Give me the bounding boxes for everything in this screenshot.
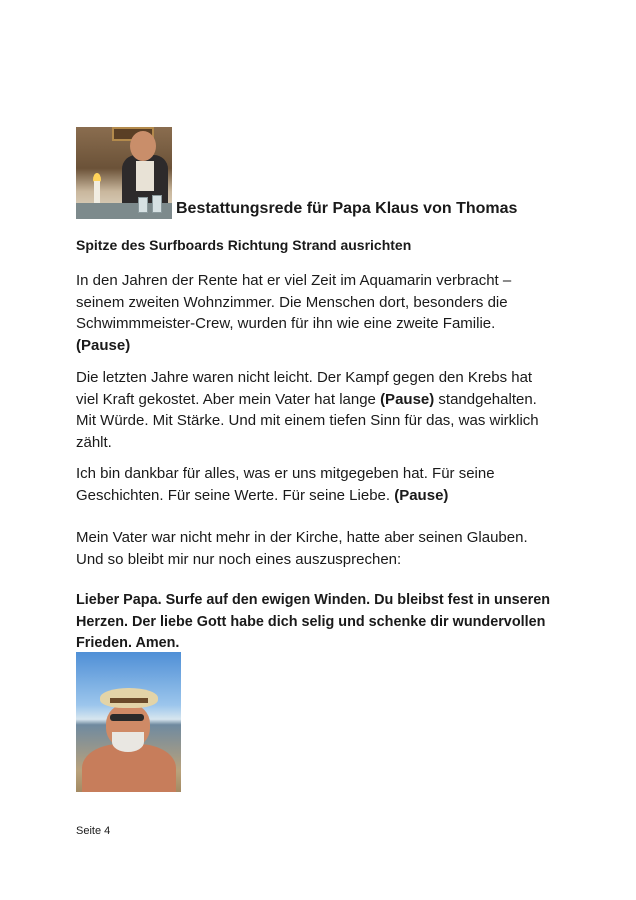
paragraph-1: In den Jahren der Rente hat er viel Zeit im Aquamarin verbracht – seinem zweiten Wohnzimmer. Die Menschen dort, besonders die Schwimmmeister-Crew, wurden für ihn wie eine zweite Familie. (Pause) — [76, 272, 512, 354]
title-row — [76, 127, 517, 219]
paragraph-4: Mein Vater war nicht mehr in der Kirche, hatte aber seinen Glauben. Und so bleibt mir nur noch eines auszusprechen: — [76, 529, 528, 568]
page-number: Seite 4 — [76, 825, 111, 837]
closing-paragraph: Lieber Papa. Surfe auf den ewigen Winden. Du bleibst fest in unseren Herzen. Der liebe Gott habe dich selig und schenke dir wundervollen Frieden. Amen. — [76, 592, 551, 651]
pause-marker: (Pause) — [394, 486, 449, 504]
photo-father-at-table — [76, 127, 172, 219]
subtitle: Spitze des Surfboards Richtung Strand ausrichten — [76, 237, 412, 253]
pause-marker: (Pause) — [380, 390, 435, 408]
paragraph-3: Ich bin dankbar für alles, was er uns mitgegeben hat. Für seine Geschichten. Für seine Werte. Für seine Liebe. (Pause) — [76, 465, 495, 504]
photo-father-at-beach — [76, 652, 181, 792]
page-title: Bestattungsrede für Papa Klaus von Thomas — [176, 200, 518, 217]
paragraph-2: Die letzten Jahre waren nicht leicht. Der Kampf gegen den Krebs hat viel Kraft gekostet. Aber mein Vater hat lange (Pause) standgehalten. Mit Würde. Mit Stärke. Und mit einem tiefen Sinn für das, was wirklich zählt. — [76, 369, 539, 451]
pause-marker: (Pause) — [76, 336, 131, 354]
